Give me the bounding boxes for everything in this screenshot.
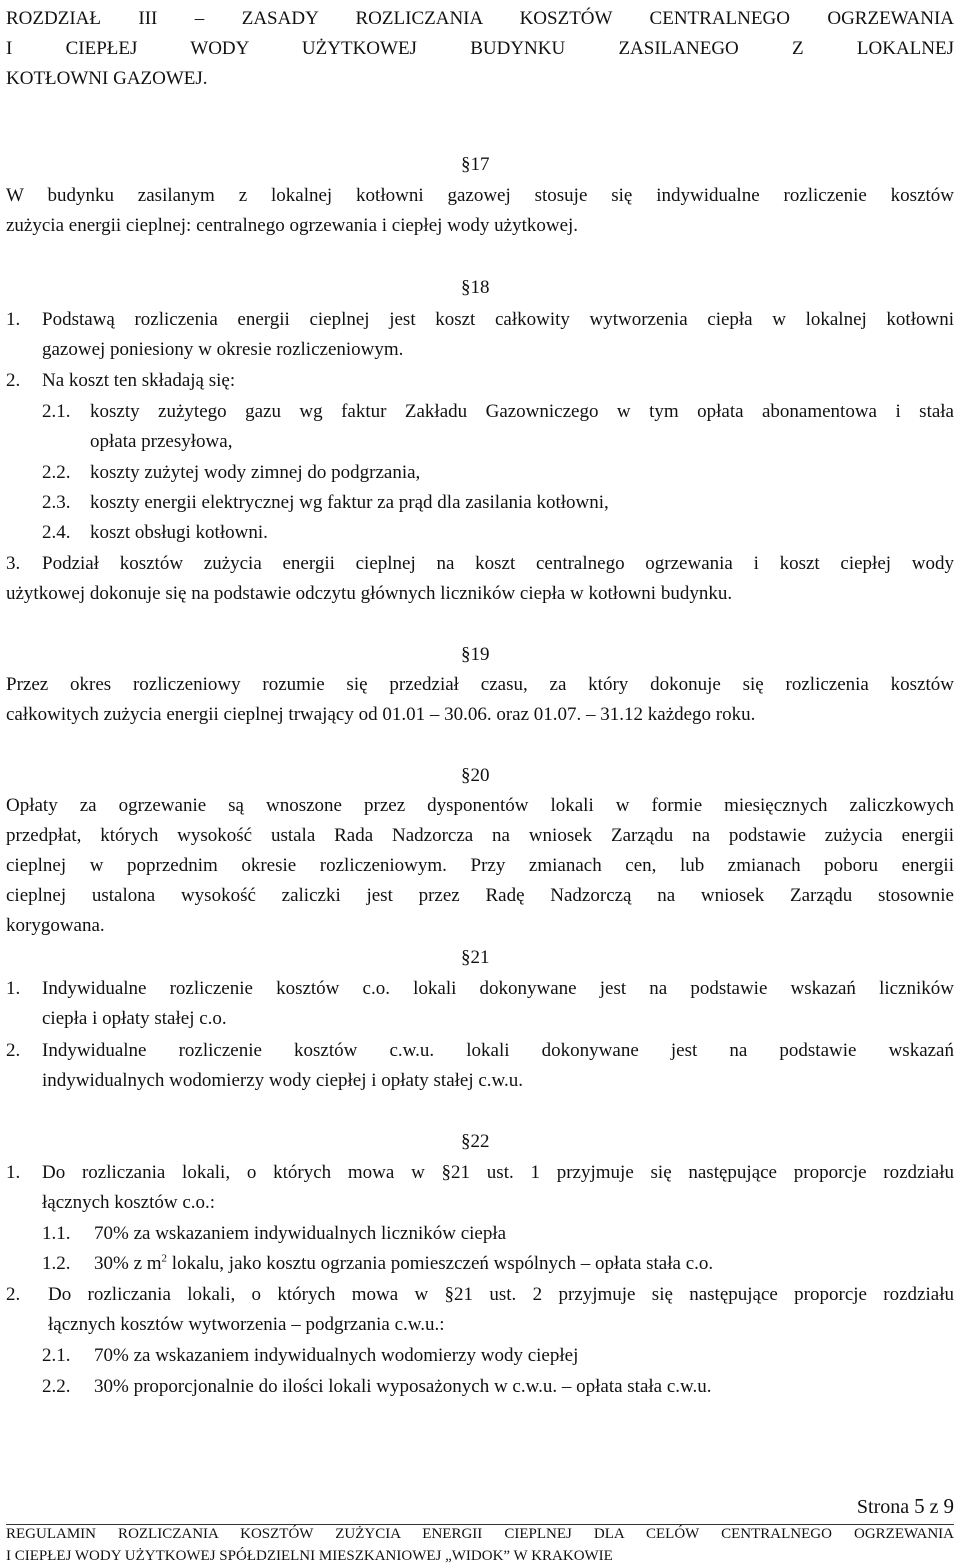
chapter-heading (6, 4, 954, 94)
text-line: Do rozliczania lokali, o których mowa w §21 ust. 1 przyjmuje się następujące proporcje rozdziału (42, 1162, 954, 1183)
section-mark-20: §20 (461, 765, 490, 786)
text-line: indywidualnych wodomierzy wody ciepłej i opłaty stałej c.w.u. (42, 1070, 524, 1091)
point-number: 2.2. (42, 462, 71, 483)
point-number: 2.1. (42, 401, 71, 422)
chapter-heading-line: I CIEPŁEJ WODY UŻYTKOWEJ BUDYNKU ZASILANEGO Z LOKALNEJ (6, 38, 954, 59)
text-line: 30% proporcjonalnie do ilości lokali wyposażonych w c.w.u. – opłata stała c.w.u. (94, 1376, 712, 1397)
chapter-heading-line: ROZDZIAŁ III – ZASADY ROZLICZANIA KOSZTÓW CENTRALNEGO OGRZEWANIA (6, 8, 954, 29)
footer-line: I CIEPŁEJ WODY UŻYTKOWEJ SPÓŁDZIELNI MIESZKANIOWEJ „WIDOK” W KRAKOWIE (6, 1548, 613, 1564)
text-line: W budynku zasilanym z lokalnej kotłowni gazowej stosuje się indywidualne rozliczenie kosztów (6, 185, 954, 206)
text-line: cieplnej w poprzednim okresie rozliczeniowym. Przy zmianach cen, lub zmianach poboru energii (6, 855, 954, 876)
section-18-point-3-cont (6, 579, 954, 609)
section-mark-22: §22 (461, 1131, 490, 1152)
text-fragment: lokalu, jako kosztu ogrzania pomieszczeń wspólnych – opłata stała c.o. (167, 1253, 714, 1274)
text-line: Indywidualne rozliczenie kosztów c.w.u. lokali dokonywane jest na podstawie wskazań (42, 1040, 954, 1061)
text-line: łącznych kosztów wytworzenia – podgrzania c.w.u.: (48, 1314, 445, 1335)
text-line: całkowitych zużycia energii cieplnej trwający od 01.01 – 30.06. oraz 01.07. – 31.12 każdego roku. (6, 704, 756, 725)
point-number: 2. (6, 370, 21, 391)
text-line: Przez okres rozliczeniowy rozumie się przedział czasu, za który dokonuje się rozliczenia kosztów (6, 674, 954, 695)
current-page: 5 (914, 1494, 925, 1518)
section-17-text (6, 181, 954, 241)
page-prefix: Strona (856, 1496, 915, 1518)
point-number: 1. (6, 978, 21, 999)
text-line: koszty zużytego gazu wg faktur Zakładu Gazowniczego w tym opłata abonamentowa i stała (90, 401, 954, 422)
page-number (857, 1494, 954, 1519)
section-mark-21: §21 (461, 947, 490, 968)
superscript: 2 (161, 1252, 168, 1265)
footer-line: REGULAMIN ROZLICZANIA KOSZTÓW ZUŻYCIA ENERGII CIEPLNEJ DLA CELÓW CENTRALNEGO OGRZEWANIA (6, 1526, 954, 1542)
text-line: Do rozliczania lokali, o których mowa w §21 ust. 2 przyjmuje się następujące proporcje rozdziału (48, 1284, 954, 1305)
chapter-heading-line: KOTŁOWNI GAZOWEJ. (6, 68, 208, 89)
point-number: 1. (6, 1162, 21, 1183)
text-line: 70% za wskazaniem indywidualnych wodomierzy wody ciepłej (94, 1345, 579, 1366)
page-mid: z (924, 1496, 944, 1518)
text-fragment: 30% z m (94, 1253, 162, 1274)
point-number: 2.2. (42, 1376, 71, 1397)
section-mark-17: §17 (461, 154, 490, 175)
text-line: przedpłat, których wysokość ustala Rada Nadzorcza na wniosek Zarządu na podstawie zużycia energii (6, 825, 954, 846)
text-line: Podział kosztów zużycia energii cieplnej na koszt centralnego ogrzewania i koszt ciepłej wody (42, 553, 954, 574)
point-number: 1.1. (42, 1223, 71, 1244)
section-mark-19: §19 (461, 644, 490, 665)
footer-title (6, 1523, 954, 1567)
point-number: 1.2. (42, 1253, 71, 1274)
total-pages: 9 (943, 1494, 954, 1518)
text-line: koszt obsługi kotłowni. (90, 522, 268, 543)
text-line: opłata przesyłowa, (90, 431, 233, 452)
point-number: 2.1. (42, 1345, 71, 1366)
point-number: 2. (6, 1284, 21, 1305)
text-line: korygowana. (6, 915, 105, 936)
text-line: łącznych kosztów c.o.: (42, 1192, 216, 1213)
section-mark-18: §18 (461, 277, 490, 298)
text-line: koszty zużytej wody zimnej do podgrzania, (90, 462, 421, 483)
text-line (94, 1249, 954, 1279)
point-number: 1. (6, 309, 21, 330)
text-line: Podstawą rozliczenia energii cieplnej jest koszt całkowity wytworzenia ciepła w lokalnej kotłowni (42, 309, 954, 330)
text-line: 70% za wskazaniem indywidualnych liczników ciepła (94, 1223, 507, 1244)
section-20-text (6, 791, 954, 941)
text-line: Na koszt ten składają się: (42, 370, 236, 391)
text-line: ciepła i opłaty stałej c.o. (42, 1008, 227, 1029)
text-line: Indywidualne rozliczenie kosztów c.o. lokali dokonywane jest na podstawie wskazań liczników (42, 978, 954, 999)
section-19-text (6, 670, 954, 730)
point-number: 2.4. (42, 522, 71, 543)
point-number: 2.3. (42, 492, 71, 513)
text-line: gazowej poniesiony w okresie rozliczeniowym. (42, 339, 404, 360)
text-line: koszty energii elektrycznej wg faktur za prąd dla zasilania kotłowni, (90, 492, 609, 513)
text-line: Opłaty za ogrzewanie są wnoszone przez dysponentów lokali w formie miesięcznych zaliczkowych (6, 795, 954, 816)
text-line: cieplnej ustalona wysokość zaliczki jest przez Radę Nadzorczą na wniosek Zarządu stosownie (6, 885, 954, 906)
point-number: 2. (6, 1040, 21, 1061)
text-line: zużycia energii cieplnej: centralnego ogrzewania i ciepłej wody użytkowej. (6, 215, 579, 236)
text-line: użytkowej dokonuje się na podstawie odczytu głównych liczników ciepła w kotłowni budynku. (6, 583, 733, 604)
point-number: 3. (6, 553, 21, 574)
